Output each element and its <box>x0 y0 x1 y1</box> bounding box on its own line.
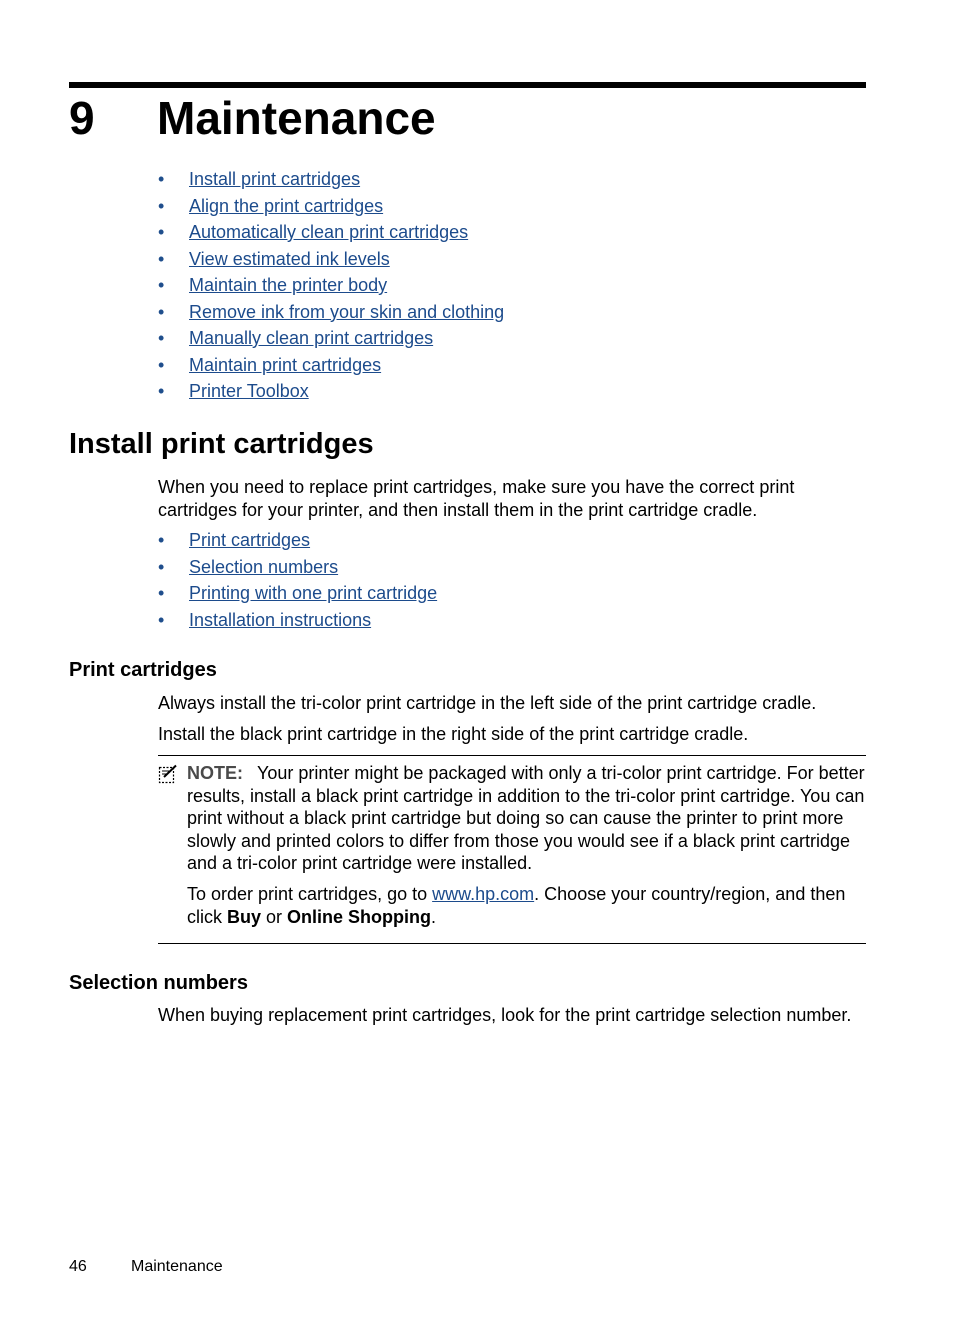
toc-item <box>158 378 504 405</box>
bullet: • <box>158 354 165 375</box>
bullet: • <box>158 609 165 630</box>
install-intro: When you need to replace print cartridges, make sure you have the correct print cartridges for your printer, and then install them in the print cartridge cradle. <box>158 477 795 520</box>
online-shopping-label: Online Shopping <box>287 906 432 927</box>
footer-section-title: Maintenance <box>131 1258 223 1275</box>
toc-link-install[interactable]: Install print cartridges <box>189 169 361 189</box>
note-label: NOTE: <box>187 763 243 783</box>
note-box <box>158 755 866 944</box>
footer-page-number: 46 <box>69 1258 87 1275</box>
list-item <box>158 607 437 634</box>
list-item <box>158 554 437 581</box>
install-links <box>158 527 437 633</box>
note-order-text <box>187 883 869 928</box>
buy-label: Buy <box>227 906 262 927</box>
selection-numbers-para: When buying replacement print cartridges, look for the print cartridge selection number. <box>158 1005 852 1025</box>
bullet: • <box>158 530 165 550</box>
subheading-selection-numbers: Selection numbers <box>69 972 248 994</box>
section-heading-install: Install print cartridges <box>69 428 374 460</box>
toc-item <box>158 299 504 326</box>
link-print-cartridges[interactable]: Print cartridges <box>189 530 311 550</box>
bullet: • <box>158 301 165 322</box>
toc-link-toolbox[interactable]: Printer Toolbox <box>189 381 309 401</box>
bullet: • <box>158 195 165 216</box>
chapter-toc <box>158 166 504 405</box>
bullet: • <box>158 248 165 269</box>
order-or: or <box>261 906 288 927</box>
toc-item <box>158 166 504 193</box>
toc-item <box>158 193 504 220</box>
link-installation[interactable]: Installation instructions <box>189 609 372 630</box>
order-prefix: To order print cartridges, go to <box>187 884 433 904</box>
bullet: • <box>158 583 165 603</box>
bullet: • <box>158 556 165 577</box>
toc-item <box>158 219 504 246</box>
toc-link-manual-clean[interactable]: Manually clean print cartridges <box>189 328 434 348</box>
toc-link-align[interactable]: Align the print cartridges <box>189 195 384 216</box>
link-one-cartridge[interactable]: Printing with one print cartridge <box>189 583 438 603</box>
toc-item <box>158 272 504 299</box>
toc-item <box>158 352 504 379</box>
link-selection-numbers[interactable]: Selection numbers <box>189 556 339 577</box>
note-pencil-icon <box>158 764 178 784</box>
subheading-print-cartridges: Print cartridges <box>69 659 217 681</box>
print-cartridges-para1: Always install the tri-color print cartridge in the left side of the print cartridge cradle. <box>158 693 817 713</box>
toc-item <box>158 325 504 352</box>
chapter-top-rule <box>69 82 866 88</box>
bullet: • <box>158 328 165 348</box>
order-end: . <box>431 906 437 927</box>
chapter-title: Maintenance <box>157 92 436 144</box>
hp-website-link[interactable]: www.hp.com <box>432 884 535 904</box>
toc-link-printer-body[interactable]: Maintain the printer body <box>189 275 388 295</box>
bullet: • <box>158 381 165 401</box>
chapter-number: 9 <box>69 92 95 144</box>
note-text <box>187 762 869 875</box>
bullet: • <box>158 275 165 295</box>
toc-link-ink-levels[interactable]: View estimated ink levels <box>189 248 390 269</box>
toc-link-auto-clean[interactable]: Automatically clean print cartridges <box>189 222 469 242</box>
order-mid: . Choose your country/region, and then click <box>187 884 846 927</box>
print-cartridges-para2: Install the black print cartridge in the right side of the print cartridge cradle. <box>158 724 749 744</box>
list-item <box>158 580 437 607</box>
toc-link-maintain[interactable]: Maintain print cartridges <box>189 354 382 375</box>
toc-item <box>158 246 504 273</box>
bullet: • <box>158 169 165 189</box>
note-body: Your printer might be packaged with only a tri-color print cartridge. For better results, install a black print cartridge in addition to the tri-color print cartridge. You can print without a black print cartridge but doing so can cause the printer to print more slowly and printed colors to differ from those you would see if a black print cartridge and a tri-color print cartridge were installed. <box>187 763 865 873</box>
bullet: • <box>158 222 165 242</box>
list-item <box>158 527 437 554</box>
toc-link-remove-ink[interactable]: Remove ink from your skin and clothing <box>189 301 505 322</box>
